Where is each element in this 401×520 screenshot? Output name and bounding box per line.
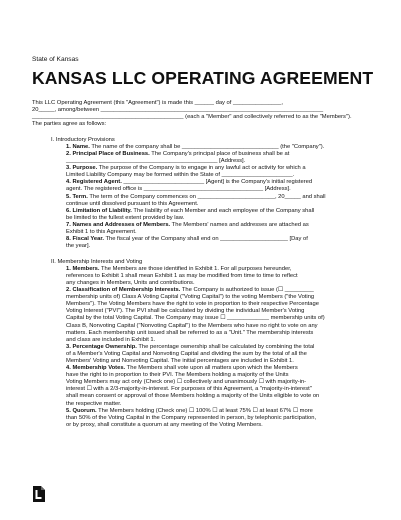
clause-4-continued: [66, 401, 380, 408]
clause-5-continued: [66, 201, 380, 208]
intro-line-2: 20_____, among/between _____________________________________________________________________: [32, 107, 324, 114]
clause-label: 5. Term.: [66, 193, 88, 200]
clause-text: interest ☐ with a 2/3-majority-in-interest. For purposes of this Agreement, a "majority-in-interest": [66, 386, 312, 393]
clause-3-continued: [66, 358, 380, 365]
clause-2-continued: [66, 337, 380, 344]
clause-text: The name of the company shall be ______________________________ (the "Company").: [89, 143, 325, 150]
clause-text: of a Member's Voting Capital and Nonvoting Capital and dividing the sum by the total of all the: [66, 350, 307, 357]
intro-line-3: _______________________________________________ (each a "Member" and collectively referred to as the "Members").: [32, 114, 352, 121]
clause-4: [66, 365, 380, 372]
clause-2: [66, 151, 380, 158]
clause-label: 4. Membership Votes.: [66, 365, 126, 372]
clause-text: The percentage ownership shall be calculated by combining the total: [136, 343, 315, 350]
clause-8-continued: [66, 243, 380, 250]
clause-2-continued: [66, 315, 380, 322]
state-label: State of Kansas: [32, 56, 79, 63]
clause-label: 1. Members.: [66, 265, 100, 272]
clause-text: The Members' names and addresses are attached as: [170, 221, 309, 228]
clause-text: membership units of) Class A Voting Capital ("Voting Capital") to the voting Members ("the Voting: [66, 294, 315, 301]
section-1-items: [32, 144, 380, 250]
clause-text: Members"). The Voting Members have the right to vote in proportion to their respective Percentage: [66, 301, 319, 308]
clause-text: be limited to the fullest extent provided by law.: [66, 214, 185, 221]
clause-label: 4. Registered Agent.: [66, 179, 122, 186]
clause-label: 1. Name.: [66, 143, 90, 150]
clause-text: The Company is authorized to issue (☐ _________: [180, 287, 314, 294]
clause-2-continued: [66, 158, 380, 165]
clause-text: The fiscal year of the Company shall end on _____________________ [Day of: [103, 236, 308, 243]
intro-line-4: The parties agree as follows:: [32, 121, 107, 128]
section-2-heading: II. Membership Interests and Voting: [51, 258, 143, 265]
clause-text: than 50% of the Voting Capital in the Company represented in person, by telephonic participation,: [66, 414, 317, 421]
intro-line-1: This LLC Operating Agreement (this "Agreement") is made this ______ day of _______________,: [32, 100, 283, 106]
clause-1-continued: [66, 273, 380, 280]
clause-text: Members' Voting and Nonvoting Capital. The initial percentages are included in Exhibit 1.: [66, 357, 294, 364]
clause-text: The Members are those identified in Exhibit 1. For all purposes hereunder,: [99, 265, 292, 272]
clause-2-continued: [66, 294, 380, 301]
section-1-heading: I. Introductory Provisions: [51, 136, 115, 143]
clause-text: _______________________________________________ [Address].: [66, 158, 246, 165]
clause-3: [66, 165, 380, 172]
clause-text: Exhibit 1 to this Agreement.: [66, 228, 137, 235]
brand-logo-icon: [32, 485, 46, 503]
clause-3-continued: [66, 172, 380, 179]
clause-text: The Members holding (Check one) ☐ 100% ☐ at least 75% ☐ at least 67% ☐ more: [96, 407, 313, 414]
clause-label: 6. Limitation of Liability.: [66, 207, 132, 214]
clause-5-continued: [66, 415, 380, 422]
clause-text: matters. Each membership unit issued shall be referred to as a "Unit." The membership interests: [66, 329, 314, 336]
clause-label: 7. Names and Addresses of Members.: [66, 221, 171, 228]
clause-text: Limited Liability Company may be formed within the State of ______________________.: [66, 172, 295, 179]
clause-text: or by proxy, shall constitute a quorum at any meeting of the Voting Members.: [66, 421, 263, 428]
document-title: KANSAS LLC OPERATING AGREEMENT: [32, 68, 374, 88]
clause-text: shall mean consent or approval of those Members holding a majority of the Units eligible to vote on: [66, 393, 320, 400]
clause-6-continued: [66, 215, 380, 222]
clause-label: 2. Classification of Membership Interests.: [66, 287, 181, 294]
clause-4-continued: [66, 386, 380, 393]
clause-label: 5. Quorum.: [66, 407, 97, 414]
clause-label: 2. Principal Place of Business.: [66, 150, 150, 157]
clause-text: _________________________ [Agent] is the Company's initial registered: [121, 179, 313, 186]
clause-8: [66, 236, 380, 243]
clause-text: The Company's principal place of business shall be at: [149, 150, 290, 157]
clause-1: [66, 266, 380, 273]
clause-6: [66, 208, 380, 215]
clause-1-continued: [66, 280, 380, 287]
clause-text: continue until dissolved pursuant to this Agreement.: [66, 200, 199, 207]
clause-text: agent. The registered office is _____________________________________ [Address].: [66, 186, 291, 193]
clause-text: Voting Interest ("PVI"). The PVI shall be calculated by dividing the individual Member's Voting: [66, 308, 305, 315]
clause-text: references to Exhibit 1 shall mean Exhibit 1 as may be modified from time to time to reflect: [66, 272, 298, 279]
clause-text: and class are included in Exhibit 1.: [66, 336, 156, 343]
clause-5: [66, 194, 380, 201]
clause-3: [66, 344, 380, 351]
clause-7-continued: [66, 229, 380, 236]
clause-label: 3. Percentage Ownership.: [66, 343, 137, 350]
clause-text: have the right to in proportion to their PVI. The Members holding a majority of the Units: [66, 372, 289, 379]
clause-text: the year].: [66, 243, 91, 250]
clause-text: The term of the Company commences on ________________________, 20_____ and shall: [87, 193, 326, 200]
clause-5: [66, 408, 380, 415]
clause-text: Class B, Nonvoting Capital ("Nonvoting Capital") to the Members who have no right to vote on any: [66, 322, 318, 329]
clause-2-continued: [66, 301, 380, 308]
clause-text: Capital by the total Voting Capital. The Company may issue ☐ _____________ membership units of): [66, 315, 325, 322]
clause-2-continued: [66, 323, 380, 330]
clause-text: The liability of each Member and each employee of the Company shall: [131, 207, 315, 214]
clause-2: [66, 287, 380, 294]
clause-2-continued: [66, 330, 380, 337]
clause-4-continued: [66, 186, 380, 193]
clause-1: [66, 144, 380, 151]
document-body: [32, 100, 380, 429]
clause-label: 8. Fiscal Year.: [66, 236, 104, 243]
clause-4-continued: [66, 393, 380, 400]
clause-text: Voting Members may act only (Check one) ☐ collectively and unanimously ☐ with majority-in-: [66, 379, 307, 386]
clause-4: [66, 179, 380, 186]
clause-text: The purpose of the Company is to engage in any lawful act or activity for which a: [97, 165, 306, 172]
section-2-items: [32, 266, 380, 429]
clause-3-continued: [66, 351, 380, 358]
clause-label: 3. Purpose.: [66, 165, 98, 172]
clause-text: any changes in Members, Units and contributions.: [66, 279, 195, 286]
clause-text: the respective matter.: [66, 400, 122, 407]
clause-7: [66, 222, 380, 229]
clause-text: The Members shall vote upon all matters upon which the Members: [125, 365, 298, 372]
clause-5-continued: [66, 422, 380, 429]
